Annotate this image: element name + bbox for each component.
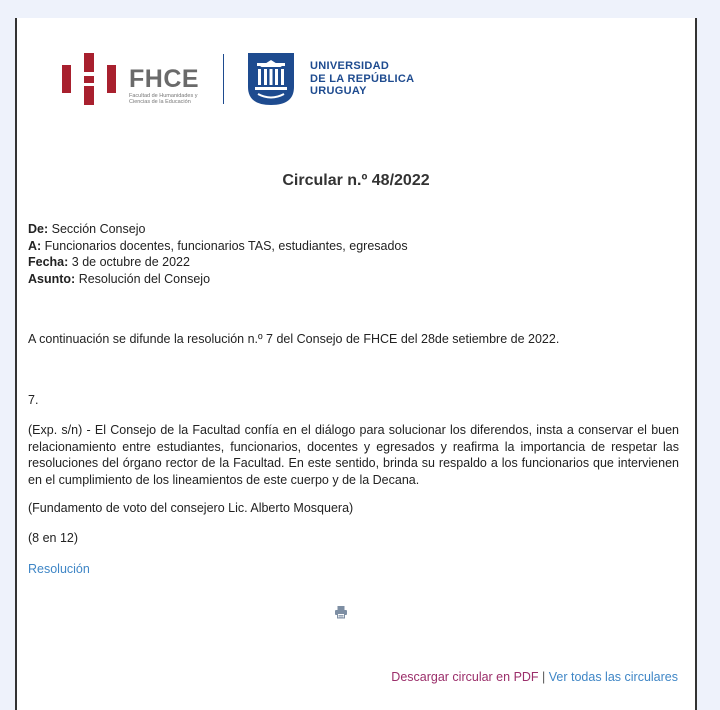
meta-asunto: Asunto: Resolución del Consejo — [28, 271, 211, 286]
logo-divider — [223, 54, 224, 104]
meta-fecha: Fecha: 3 de octubre de 2022 — [28, 255, 190, 269]
circular-meta — [28, 221, 408, 287]
udelar-logo-text: UNIVERSIDAD DE LA REPÚBLICA URUGUAY — [310, 60, 415, 97]
vote-fundamento: (Fundamento de voto del consejero Lic. Alberto Mosquera) — [28, 501, 354, 515]
circular-title: Circular n.º 48/2022 — [282, 172, 430, 189]
fhce-logo-text: FHCE — [129, 65, 200, 93]
view-all-circulars-link[interactable]: Ver todas las circulares — [548, 670, 678, 684]
fhce-logo-subtitle: Facultad de Humanidades y Ciencias de la Educación — [129, 93, 198, 105]
circular-page — [15, 18, 697, 710]
intro-text: A continuación se difunde la resolución n.º 7 del Consejo de FHCE del 28de setiembre de 2022. — [28, 332, 560, 346]
resolution-paragraph: (Exp. s/n) - El Consejo de la Facultad confía en el diálogo para solucionar los diferendos, insta a conservar el buen relacionamiento entre estudiantes, funcionarios, docentes y egresados y reafirma la importancia de respetar las resoluciones del órgano rector de la Facultad. En este sentido, brinda su respaldo a los funcionarios que intervienen en el cumplimiento de los lineamientos de este cuerpo y de la Decana. — [28, 423, 679, 487]
fhce-logo-mark — [62, 53, 116, 105]
vote-count: (8 en 12) — [28, 531, 79, 545]
resolucion-link[interactable]: Resolución — [28, 562, 90, 576]
footer-links — [391, 670, 678, 684]
link-separator: | — [538, 670, 549, 684]
print-icon[interactable] — [334, 605, 348, 619]
udelar-seal-icon — [248, 53, 294, 105]
header-logos — [62, 53, 422, 108]
meta-a: A: Funcionarios docentes, funcionarios TAS, estudiantes, egresados — [28, 238, 408, 253]
item-number: 7. — [28, 393, 39, 407]
meta-de: De: Sección Consejo — [28, 222, 146, 236]
download-pdf-link[interactable]: Descargar circular en PDF — [391, 670, 539, 684]
